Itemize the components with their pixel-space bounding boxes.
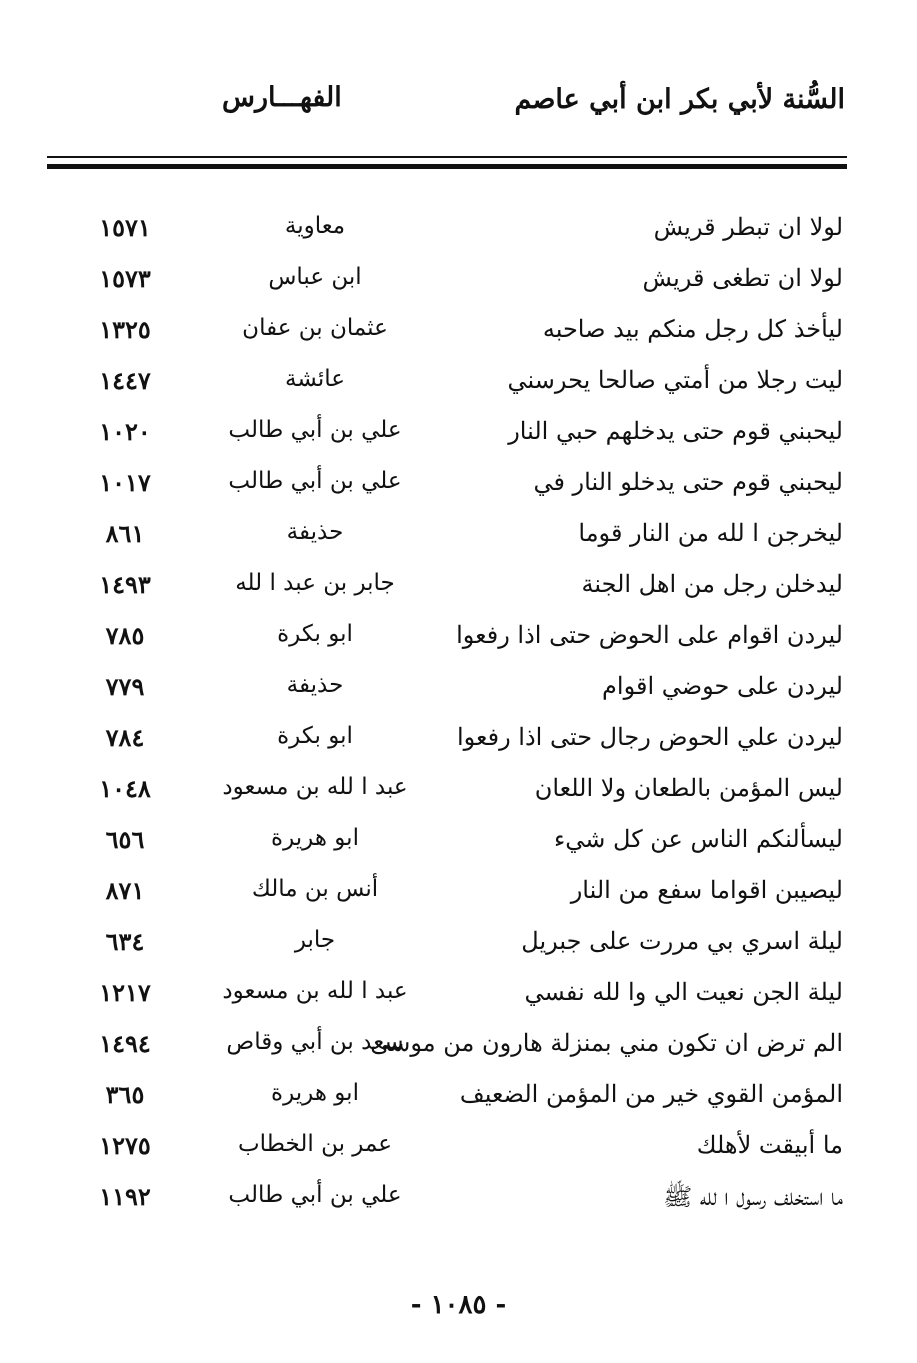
narrator-name: ابو بكرة <box>277 723 353 749</box>
narrator-name: عبد ا لله بن مسعود <box>222 774 408 800</box>
hadith-number: ١١٩٢ <box>99 1182 151 1211</box>
narrator-name: جابر بن عبد ا لله <box>235 570 395 596</box>
hadith-text: ليس المؤمن بالطعان ولا اللعان <box>534 774 843 802</box>
narrator-name: ابن عباس <box>268 264 362 290</box>
hadith-text: المؤمن القوي خير من المؤمن الضعيف <box>459 1080 843 1108</box>
index-row <box>0 1072 917 1123</box>
index-row <box>0 511 917 562</box>
hadith-text: ليصيبن اقواما سفع من النار <box>570 876 843 904</box>
hadith-number: ٦٥٦ <box>105 825 145 854</box>
index-row <box>0 715 917 766</box>
hadith-number: ٧٨٥ <box>105 621 145 650</box>
narrator-name: حذيفة <box>286 519 344 545</box>
index-row <box>0 205 917 256</box>
hadith-text: ليسألنكم الناس عن كل شيء <box>554 825 843 853</box>
index-row <box>0 919 917 970</box>
hadith-text: الم ترض ان تكون مني بمنزلة هارون من موسى <box>370 1029 843 1057</box>
hadith-number: ٨٦١ <box>105 519 145 548</box>
hadith-number: ١٤٩٤ <box>99 1029 151 1058</box>
hadith-text: ليردن اقوام على الحوض حتى اذا رفعوا <box>456 621 843 649</box>
page-number: - ١٠٨٥ - <box>410 1290 507 1320</box>
index-row <box>0 664 917 715</box>
hadith-number: ٧٨٤ <box>105 723 145 752</box>
narrator-name: سعد بن أبي وقاص <box>226 1029 404 1055</box>
index-row <box>0 766 917 817</box>
hadith-number: ١٤٤٧ <box>99 366 151 395</box>
index-row <box>0 970 917 1021</box>
narrator-name: عبد ا لله بن مسعود <box>222 978 408 1004</box>
page-header <box>0 78 917 128</box>
index-row <box>0 409 917 460</box>
index-row <box>0 868 917 919</box>
narrator-name: عائشة <box>285 366 345 392</box>
narrator-name: عمر بن الخطاب <box>237 1131 392 1157</box>
hadith-text: ليخرجن ا لله من النار قوما <box>578 519 843 547</box>
hadith-text: ما أبيقت لأهلك <box>696 1131 843 1159</box>
index-row <box>0 1123 917 1174</box>
narrator-name: علي بن أبي طالب <box>228 1182 402 1208</box>
narrator-name: علي بن أبي طالب <box>228 468 402 494</box>
index-row <box>0 817 917 868</box>
hadith-number: ١٥٧٣ <box>99 264 151 293</box>
hadith-number: ١٠١٧ <box>99 468 151 497</box>
hadith-number: ٨٧١ <box>105 876 145 905</box>
index-row <box>0 256 917 307</box>
hadith-number: ١٤٩٣ <box>99 570 151 599</box>
hadith-text: ليلة الجن نعيت الي وا لله نفسي <box>524 978 843 1006</box>
hadith-text: ليدخلن رجل من اهل الجنة <box>581 570 843 598</box>
hadith-text: ليردن علي الحوض رجال حتى اذا رفعوا <box>456 723 843 751</box>
book-title: السُّنة لأبي بكر ابن أبي عاصم <box>514 84 845 115</box>
section-title: الفهـــارس <box>222 82 342 113</box>
hadith-number: ١٣٢٥ <box>99 315 151 344</box>
hadith-number: ١٠٤٨ <box>99 774 151 803</box>
narrator-name: علي بن أبي طالب <box>228 417 402 443</box>
narrator-name: حذيفة <box>286 672 344 698</box>
hadith-number: ١٢٧٥ <box>99 1131 151 1160</box>
hadith-text: ليت رجلا من أمتي صالحا يحرسني <box>507 366 843 394</box>
narrator-name: ابو هريرة <box>271 825 359 851</box>
hadith-number: ٣٦٥ <box>105 1080 145 1109</box>
index-row <box>0 562 917 613</box>
index-row <box>0 1174 917 1225</box>
narrator-name: عثمان بن عفان <box>242 315 388 341</box>
index-row <box>0 1021 917 1072</box>
narrator-name: ابو هريرة <box>271 1080 359 1106</box>
hadith-number: ٦٣٤ <box>105 927 145 956</box>
hadith-text: ما استخلف رسول ا لله ﷺ <box>663 1183 843 1211</box>
narrator-name: معاوية <box>284 213 346 239</box>
hadith-text: لولا ان تطغى قريش <box>642 264 843 292</box>
index-row <box>0 460 917 511</box>
hadith-number: ١٥٧١ <box>99 213 151 242</box>
hadith-text: ليحبني قوم حتى يدخلو النار في <box>533 468 843 496</box>
hadith-text: ليردن على حوضي اقوام <box>602 672 843 700</box>
index-row <box>0 358 917 409</box>
hadith-text: ليحبني قوم حتى يدخلهم حبي النار <box>508 417 843 445</box>
narrator-name: ابو بكرة <box>277 621 353 647</box>
hadith-number: ١٢١٧ <box>99 978 151 1007</box>
header-divider-thin <box>47 156 847 158</box>
index-row <box>0 307 917 358</box>
narrator-name: جابر <box>294 927 336 953</box>
narrator-name: أنس بن مالك <box>251 876 379 902</box>
index-row <box>0 613 917 664</box>
hadith-index-list <box>0 205 917 1225</box>
hadith-number: ٧٧٩ <box>105 672 145 701</box>
header-divider-thick <box>47 164 847 169</box>
hadith-text: ليأخذ كل رجل منكم بيد صاحبه <box>542 315 843 343</box>
hadith-number: ١٠٢٠ <box>99 417 151 446</box>
hadith-text: لولا ان تبطر قريش <box>653 213 843 241</box>
hadith-text: ليلة اسري بي مررت على جبريل <box>521 927 843 955</box>
